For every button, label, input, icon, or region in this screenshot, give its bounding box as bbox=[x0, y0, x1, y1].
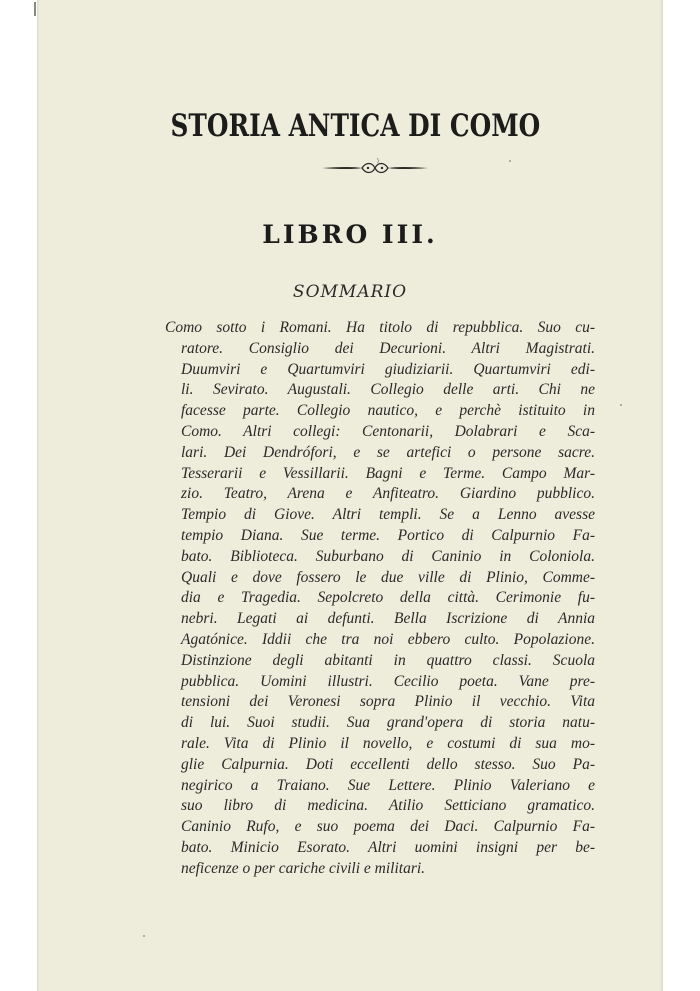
summary-line: li. Sevirato. Augustali. Collegio delle arti. Chi ne bbox=[181, 381, 595, 399]
paper-speck bbox=[143, 935, 145, 937]
book-title: STORIA ANTICA DI COMO bbox=[170, 108, 541, 144]
summary-line: Como sotto i Romani. Ha titolo di repubblica. Suo cu- bbox=[165, 319, 595, 336]
ornamental-divider-icon bbox=[320, 156, 430, 180]
summary-line: tensioni dei Veronesi sopra Plinio il vecchio. Vita bbox=[181, 693, 595, 711]
margin-mark bbox=[34, 2, 36, 16]
summary-line: di lui. Suoi studii. Sua grand'opera di storia natu- bbox=[181, 714, 595, 732]
summary-line: Quali e dove fossero le due ville di Plinio, Comme- bbox=[181, 568, 595, 586]
summary-line: dia e Tragedia. Sepolcreto della città. Cerimonie fu- bbox=[181, 589, 595, 607]
summary-line: zio. Teatro, Arena e Anfiteatro. Giardino pubblico. bbox=[181, 485, 595, 503]
summary-text bbox=[165, 318, 595, 880]
summary-line: Como. Altri collegi: Centonarii, Dolabrari e Sca- bbox=[181, 422, 595, 440]
summary-line: ratore. Consiglio dei Decurioni. Altri Magistrati. bbox=[181, 339, 595, 357]
page-edge-left bbox=[37, 0, 39, 991]
summary-line: tempio Diana. Sue terme. Portico di Calpurnio Fa- bbox=[181, 526, 595, 544]
summary-line: Caninio Rufo, e suo poema dei Daci. Calpurnio Fa- bbox=[181, 818, 595, 836]
paper-speck bbox=[620, 404, 622, 406]
summary-line: Tempio di Giove. Altri templi. Se a Lenno avesse bbox=[181, 506, 595, 524]
summary-line: negirico a Traiano. Sue Lettere. Plinio Valeriano e bbox=[181, 776, 595, 794]
summary-line: Agatónice. Iddii che tra noi ebbero culto. Popolazione. bbox=[181, 630, 595, 648]
summary-line: bato. Minicio Esorato. Altri uomini insigni per be- bbox=[181, 838, 595, 856]
summary-line: neficenze o per cariche civili e militari. bbox=[181, 859, 426, 877]
summary-line: Distinzione degli abitanti in quattro classi. Scuola bbox=[181, 651, 595, 669]
summary-line: rale. Vita di Plinio il novello, e costumi di sua mo- bbox=[181, 734, 595, 752]
book-number: LIBRO III. bbox=[262, 220, 438, 249]
summary-heading: SOMMARIO bbox=[292, 282, 408, 302]
summary-line: glie Calpurnia. Doti eccellenti dello stesso. Suo Pa- bbox=[181, 755, 595, 773]
summary-line: nebri. Legati ai defunti. Bella Iscrizione di Annia bbox=[181, 610, 595, 628]
summary-line: bato. Biblioteca. Suburbano di Caninio in Coloniola. bbox=[181, 547, 595, 565]
summary-line: suo libro di medicina. Atilio Setticiano gramatico. bbox=[181, 797, 595, 815]
summary-line: Tesserarii e Vessillarii. Bagni e Terme. Campo Mar- bbox=[181, 464, 595, 482]
paper-speck bbox=[509, 160, 511, 162]
summary-line: pubblica. Uomini illustri. Cecilio poeta. Vane pre- bbox=[181, 672, 595, 690]
page-edge-right bbox=[660, 0, 663, 991]
summary-line: Duumviri e Quartumviri giudiziarii. Quartumviri edi- bbox=[181, 360, 595, 378]
summary-line: facesse parte. Collegio nautico, e perchè istituito in bbox=[181, 402, 595, 420]
summary-line: lari. Dei Dendrófori, e se artefici o persone sacre. bbox=[181, 443, 595, 461]
